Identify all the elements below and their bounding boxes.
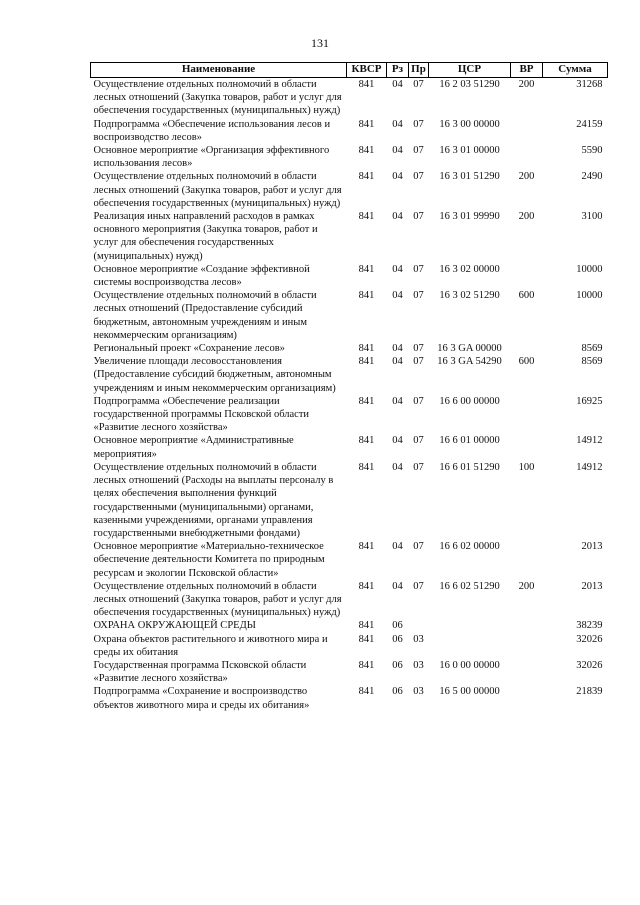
row-rz: 04 — [392, 395, 403, 407]
row-kvsr: 841 — [358, 343, 375, 355]
row-kvsr: 841 — [358, 461, 375, 473]
row-vr — [511, 434, 543, 460]
row-csr: 16 0 00 00000 — [439, 659, 500, 671]
row-kvsr: 841 — [358, 541, 375, 553]
row-rz: 04 — [392, 435, 403, 447]
row-sum: 8569 — [581, 356, 603, 368]
header-vr: ВР — [511, 63, 543, 78]
row-sum: 14912 — [576, 461, 603, 473]
row-pr: 07 — [413, 263, 424, 275]
row-rz: 04 — [392, 461, 403, 473]
row-vr — [511, 263, 543, 289]
row-sum: 32026 — [576, 633, 603, 645]
header-kvsr: КВСР — [347, 63, 387, 78]
row-pr: 07 — [413, 395, 424, 407]
row-sum: 32026 — [576, 659, 603, 671]
row-csr: 16 3 02 51290 — [439, 290, 500, 302]
row-name: Подпрограмма «Обеспечение использования лесов и воспроизводство лесов» — [93, 118, 331, 143]
row-csr: 16 6 01 00000 — [439, 435, 500, 447]
table-row — [91, 289, 608, 342]
header-pr: Пр — [409, 63, 429, 78]
row-name: Осуществление отдельных полномочий в области лесных отношений (Расходы на выплаты персоналу в целях обеспечения выполнения функций государственными (муниципальными) органами, казенными учреждениями, органами управления государственными внебюджетными фондами) — [93, 461, 334, 539]
row-rz: 04 — [392, 211, 403, 223]
row-pr: 03 — [413, 686, 424, 698]
page-number: 131 — [311, 36, 329, 50]
row-rz: 04 — [392, 541, 403, 553]
table-row — [91, 210, 608, 263]
row-kvsr: 841 — [358, 659, 375, 671]
row-csr — [429, 619, 511, 632]
table-row — [91, 170, 608, 210]
table-row — [91, 144, 608, 170]
row-sum: 10000 — [576, 290, 603, 302]
row-rz: 04 — [392, 145, 403, 157]
row-pr: 07 — [413, 211, 424, 223]
row-name: Осуществление отдельных полномочий в области лесных отношений (Закупка товаров, работ и услуг для обеспечения государственных (муниципальных) нужд) — [93, 79, 342, 117]
row-kvsr: 841 — [358, 263, 375, 275]
row-csr: 16 3 01 00000 — [439, 145, 500, 157]
table-row — [91, 659, 608, 685]
row-kvsr: 841 — [358, 356, 375, 368]
row-name: Основное мероприятие «Материально-техническое обеспечение деятельности Комитета по природным ресурсам и экологии Псковской области» — [93, 541, 325, 579]
row-name: Осуществление отдельных полномочий в области лесных отношений (Закупка товаров, работ и услуг для обеспечения государственных (муниципальных) нужд) — [93, 580, 342, 619]
table-row — [91, 619, 608, 632]
row-vr: 200 — [518, 580, 535, 592]
row-sum: 2490 — [581, 171, 603, 183]
row-csr: 16 6 02 00000 — [439, 541, 500, 553]
row-rz: 04 — [392, 171, 403, 183]
row-sum: 16925 — [576, 395, 603, 407]
row-vr — [511, 395, 543, 435]
row-rz: 04 — [392, 118, 403, 130]
row-pr: 03 — [413, 633, 424, 645]
row-name: Осуществление отдельных полномочий в области лесных отношений (Предоставление субсидий бюджетным, автономным учреждениям и иным некоммерческим организациям) — [93, 290, 317, 341]
row-sum: 31268 — [576, 79, 603, 90]
row-sum: 38239 — [576, 620, 603, 632]
row-pr: 07 — [413, 171, 424, 183]
row-pr: 07 — [413, 79, 424, 90]
row-vr — [511, 659, 543, 685]
row-vr — [511, 685, 543, 711]
row-sum: 3100 — [581, 211, 603, 223]
table-row — [91, 78, 608, 118]
row-vr — [511, 619, 543, 632]
row-csr: 16 3 01 99990 — [439, 211, 500, 223]
header-csr: ЦСР — [429, 63, 511, 78]
row-sum: 2013 — [581, 541, 603, 553]
row-csr: 16 5 00 00000 — [439, 686, 500, 698]
table-row — [91, 580, 608, 620]
row-pr: 07 — [413, 461, 424, 473]
row-csr — [429, 633, 511, 659]
row-vr: 200 — [518, 171, 535, 183]
row-csr: 16 6 01 51290 — [439, 461, 500, 473]
row-pr: 07 — [413, 145, 424, 157]
row-pr: 07 — [413, 435, 424, 447]
row-sum: 14912 — [576, 435, 603, 447]
row-vr: 100 — [518, 461, 535, 473]
row-name: Основное мероприятие «Создание эффективной системы воспроизводства лесов» — [93, 263, 310, 289]
row-rz: 06 — [392, 620, 403, 632]
row-csr: 16 6 02 51290 — [439, 580, 500, 592]
row-sum: 5590 — [581, 145, 603, 157]
table-row — [91, 395, 608, 435]
row-name: Региональный проект «Сохранение лесов» — [93, 343, 285, 355]
row-kvsr: 841 — [358, 686, 375, 698]
table-row — [91, 355, 608, 395]
row-name: Увеличение площади лесовосстановления (Предоставление субсидий бюджетным, автономным учреждениям и иным некоммерческим организациям) — [93, 356, 336, 394]
row-name: Подпрограмма «Сохранение и воспроизводство объектов животного мира и среды их обитания» — [93, 686, 310, 711]
table-row — [91, 540, 608, 580]
row-kvsr: 841 — [358, 290, 375, 302]
table-row — [91, 263, 608, 289]
row-sum: 2013 — [581, 580, 603, 592]
row-vr — [511, 540, 543, 580]
row-pr: 07 — [413, 118, 424, 130]
row-csr: 16 6 00 00000 — [439, 395, 500, 407]
row-kvsr: 841 — [358, 620, 375, 632]
table-row — [91, 434, 608, 460]
row-vr — [511, 342, 543, 355]
row-kvsr: 841 — [358, 633, 375, 645]
row-vr — [511, 144, 543, 170]
row-pr: 07 — [413, 290, 424, 302]
row-vr: 600 — [518, 290, 535, 302]
row-rz: 06 — [392, 659, 403, 671]
row-kvsr: 841 — [358, 580, 375, 592]
row-csr: 16 3 GA 00000 — [437, 343, 502, 355]
row-sum: 21839 — [576, 686, 603, 698]
row-vr: 600 — [518, 356, 535, 368]
row-kvsr: 841 — [358, 79, 375, 90]
row-sum: 24159 — [576, 118, 603, 130]
row-vr — [511, 633, 543, 659]
row-kvsr: 841 — [358, 145, 375, 157]
row-name: Основное мероприятие «Административные мероприятия» — [93, 435, 294, 460]
row-pr: 07 — [413, 580, 424, 592]
row-csr: 16 3 01 51290 — [439, 171, 500, 183]
row-vr: 200 — [518, 211, 535, 223]
row-kvsr: 841 — [358, 395, 375, 407]
row-name: Подпрограмма «Обеспечение реализации государственной программы Псковской области «Развитие лесного хозяйства» — [93, 395, 310, 434]
row-csr: 16 3 00 00000 — [439, 118, 500, 130]
row-rz: 06 — [392, 633, 403, 645]
row-rz: 06 — [392, 686, 403, 698]
row-name: Охрана объектов растительного и животного мира и среды их обитания — [93, 633, 328, 658]
row-pr: 07 — [413, 343, 424, 355]
row-vr — [511, 118, 543, 144]
row-sum: 8569 — [581, 343, 603, 355]
table-row — [91, 118, 608, 144]
row-rz: 04 — [392, 263, 403, 275]
row-vr: 200 — [518, 79, 535, 90]
row-name: Государственная программа Псковской области «Развитие лесного хозяйства» — [93, 659, 307, 685]
row-sum: 10000 — [576, 263, 603, 275]
row-kvsr: 841 — [358, 435, 375, 447]
row-rz: 04 — [392, 580, 403, 592]
row-name: Реализация иных направлений расходов в рамках основного мероприятия (Закупка товаров, работ и услуг для обеспечения государственных (муниципальных) нужд) — [93, 211, 318, 262]
row-pr — [409, 619, 429, 632]
row-name: Осуществление отдельных полномочий в области лесных отношений (Закупка товаров, работ и услуг для обеспечения государственных (муниципальных) нужд) — [93, 171, 342, 209]
row-kvsr: 841 — [358, 118, 375, 130]
row-kvsr: 841 — [358, 211, 375, 223]
row-csr: 16 2 03 51290 — [439, 79, 500, 90]
row-pr: 03 — [413, 659, 424, 671]
row-csr: 16 3 GA 54290 — [437, 356, 502, 368]
row-rz: 04 — [392, 356, 403, 368]
header-sum: Сумма — [543, 63, 608, 78]
row-name: ОХРАНА ОКРУЖАЮЩЕЙ СРЕДЫ — [93, 620, 256, 632]
budget-table — [90, 62, 608, 712]
header-rz: Рз — [387, 63, 409, 78]
row-rz: 04 — [392, 290, 403, 302]
row-pr: 07 — [413, 356, 424, 368]
row-name: Основное мероприятие «Организация эффективного использования лесов» — [93, 145, 330, 170]
row-csr: 16 3 02 00000 — [439, 263, 500, 275]
table-row — [91, 342, 608, 355]
row-rz: 04 — [392, 343, 403, 355]
row-kvsr: 841 — [358, 171, 375, 183]
header-name: Наименование — [91, 63, 347, 78]
row-rz: 04 — [392, 79, 403, 90]
table-row — [91, 461, 608, 540]
table-row — [91, 685, 608, 711]
table-header — [91, 63, 608, 78]
row-pr: 07 — [413, 541, 424, 553]
table-row — [91, 633, 608, 659]
